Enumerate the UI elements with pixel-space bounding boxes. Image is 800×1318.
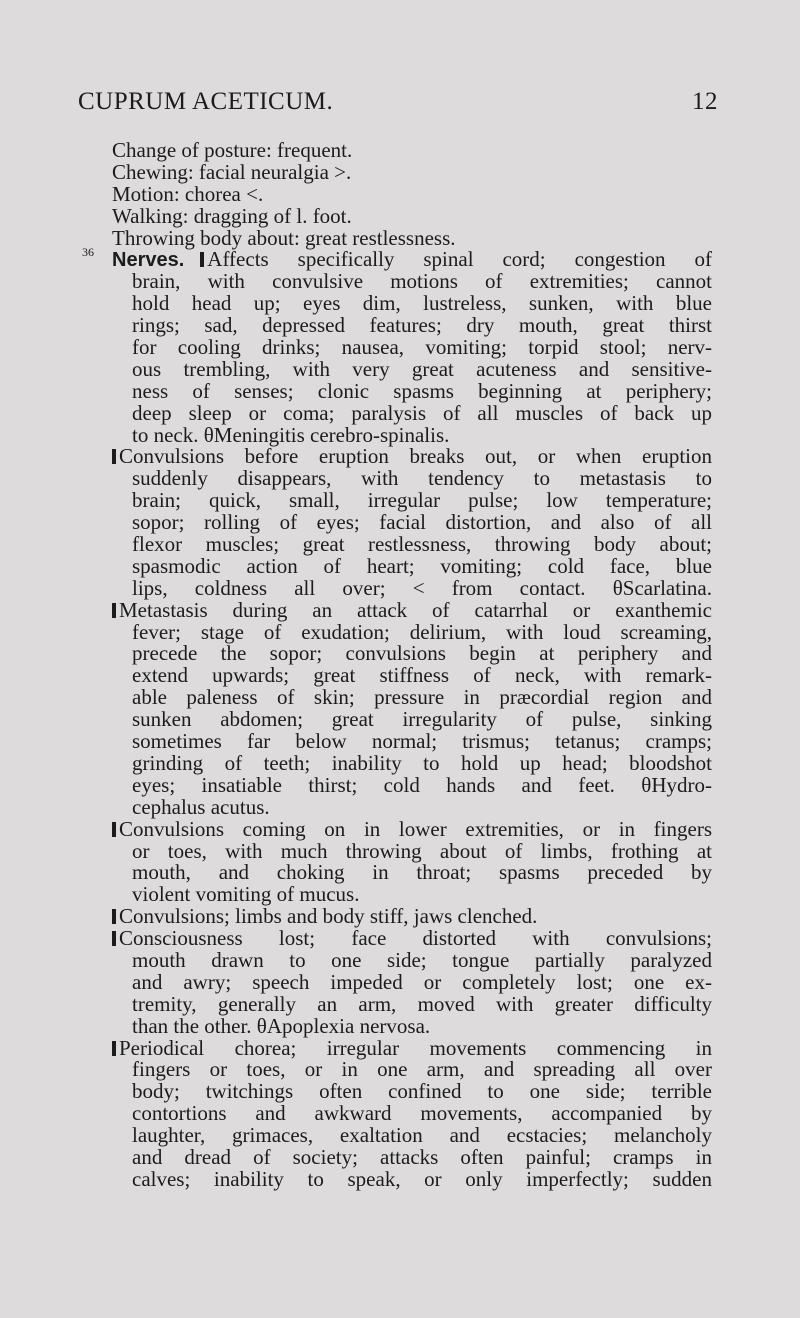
entry-marker-icon [112, 822, 116, 837]
text-line: rings; sad, depressed features; dry mouth, great thirst [132, 313, 712, 338]
page-number: 12 [692, 88, 718, 115]
text-line: cephalus acutus. [132, 794, 270, 819]
section-heading: Nerves. [112, 249, 185, 272]
text-line: and awry; speech impeded or completely lost; one ex- [132, 969, 712, 994]
text-line: ness of senses; clonic spasms beginning at periphery; [132, 378, 712, 403]
text-line: than the other. θApoplexia nervosa. [132, 1013, 431, 1038]
entry-marker-icon [112, 603, 116, 618]
text-line: Convulsions before eruption breaks out, or when eruption [119, 444, 712, 469]
text-line: flexor muscles; great restlessness, throwing body about; [132, 532, 712, 557]
text-line: sometimes far below normal; trismus; tetanus; cramps; [132, 729, 712, 754]
body-text [82, 138, 712, 1191]
text-line: ous trembling, with very great acuteness and sensitive- [132, 356, 712, 381]
entry-marker-icon [112, 931, 116, 946]
text-line: violent vomiting of mucus. [132, 882, 360, 907]
section-number: 36 [82, 245, 94, 260]
text-line: Motion: chorea <. [112, 181, 264, 206]
section-heading-line [82, 245, 712, 272]
text-line: Walking: dragging of l. foot. [112, 203, 352, 228]
entry-marker-icon [112, 909, 116, 924]
text-line: Convulsions coming on in lower extremities, or in fingers [119, 816, 712, 841]
text-line: Chewing: facial neuralgia >. [112, 159, 352, 184]
text-line: Affects specifically spinal cord; congestion of [207, 247, 712, 272]
text-line: Throwing body about: great restlessness. [112, 225, 456, 250]
text-line: Consciousness lost; face distorted with convulsions; [119, 926, 712, 951]
text-line: precede the sopor; convulsions begin at periphery and [132, 641, 712, 666]
text-line: suddenly disappears, with tendency to metastasis to [132, 466, 712, 491]
text-line: spasmodic action of heart; vomiting; cold face, blue [132, 553, 712, 578]
text-line: eyes; insatiable thirst; cold hands and feet. θHydro- [132, 772, 712, 797]
text-line: lips, coldness all over; < from contact. θScarlatina. [132, 575, 712, 600]
running-head [78, 88, 718, 122]
entry-line [112, 906, 712, 928]
entry-marker-icon [200, 252, 204, 267]
entry-line [112, 816, 712, 841]
text-line: deep sleep or coma; paralysis of all muscles of back up [132, 400, 712, 425]
entry-line [112, 597, 712, 622]
text-line: mouth, and choking in throat; spasms preceded by [132, 860, 712, 885]
entry-marker-icon [112, 1041, 116, 1056]
text-line: brain; quick, small, irregular pulse; low temperature; [132, 488, 712, 513]
text-line: Periodical chorea; irregular movements commencing in [119, 1035, 712, 1060]
text-line: extend upwards; great stiffness of neck, with remark- [132, 663, 712, 688]
text-line: sunken abdomen; great irregularity of pulse, sinking [132, 707, 712, 732]
entry-marker-icon [112, 449, 116, 464]
text-line: mouth drawn to one side; tongue partially paralyzed [132, 947, 712, 972]
text-line: fingers or toes, or in one arm, and spreading all over [132, 1057, 712, 1082]
text-line: sopor; rolling of eyes; facial distortion, and also of all [132, 510, 712, 535]
text-line: or toes, with much throwing about of limbs, frothing at [132, 838, 712, 863]
text-line: able paleness of skin; pressure in præcordial region and [132, 685, 712, 710]
entry-line [112, 928, 712, 950]
text-line: to neck. θMeningitis cerebro-spinalis. [132, 422, 450, 447]
text-line: grinding of teeth; inability to hold up head; bloodshot [132, 750, 712, 775]
text-line: fever; stage of exudation; delirium, with loud screaming, [132, 619, 712, 644]
text-line: and dread of society; attacks often painful; cramps in [132, 1144, 712, 1169]
text-line: Change of posture: frequent. [112, 138, 353, 162]
page-title: CUPRUM ACETICUM. [78, 88, 334, 115]
text-line: contortions and awkward movements, accompanied by [132, 1101, 712, 1126]
text-line: tremity, generally an arm, moved with greater difficulty [132, 991, 712, 1016]
entry-line [112, 1035, 712, 1060]
text-line: Metastasis during an attack of catarrhal or exanthemic [119, 597, 712, 622]
text-line: for cooling drinks; nausea, vomiting; torpid stool; nerv- [132, 335, 712, 360]
text-line: Convulsions; limbs and body stiff, jaws clenched. [119, 904, 538, 929]
text-line: body; twitchings often confined to one side; terrible [132, 1079, 712, 1104]
text-line: calves; inability to speak, or only imperfectly; sudden [132, 1166, 712, 1191]
entry-line [112, 446, 712, 468]
text-line: brain, with convulsive motions of extremities; cannot [132, 269, 712, 294]
text-line: hold head up; eyes dim, lustreless, sunken, with blue [132, 291, 712, 316]
text-line: laughter, grimaces, exaltation and ecstacies; melancholy [132, 1123, 712, 1148]
